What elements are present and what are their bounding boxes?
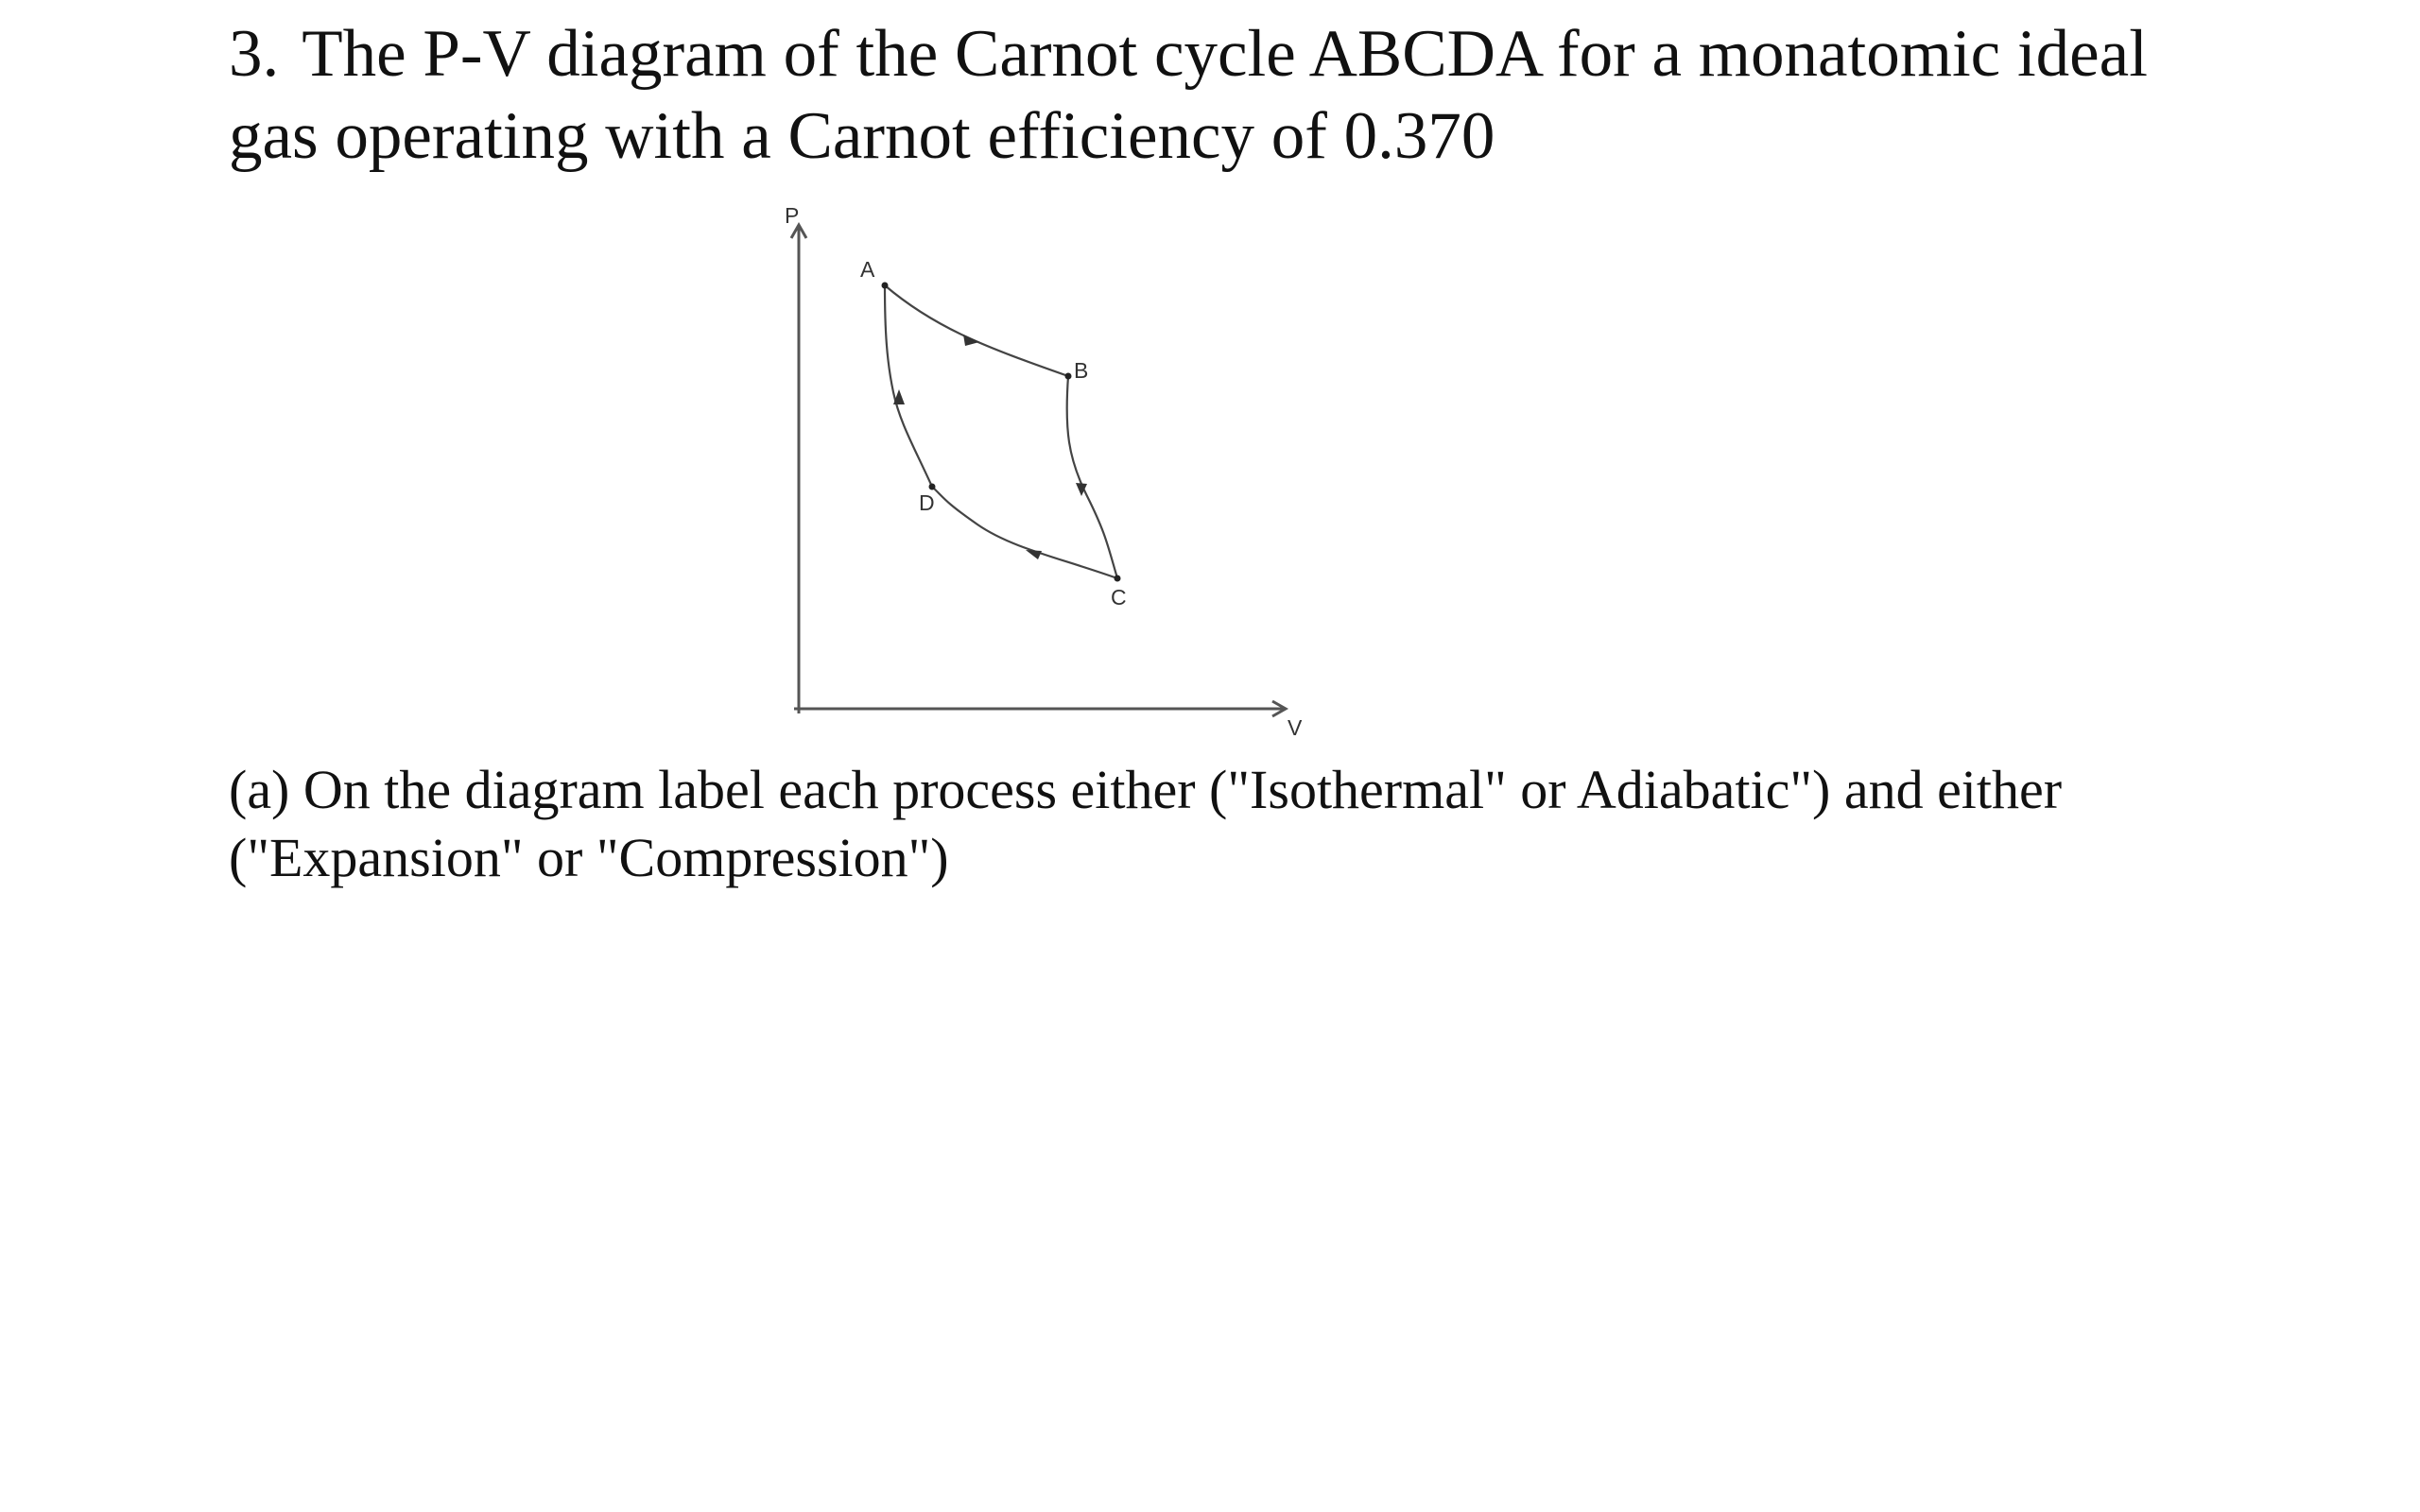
pv-diagram [775,198,1323,756]
part-a-line-1: (a) On the diagram label each process either ("Isothermal" or Adiabatic") and either [229,759,2063,820]
v-axis-label: V [1288,715,1303,740]
part-a-line-2: ("Expansion" or "Compression") [229,827,949,888]
question-number: 3. [229,17,280,91]
point-c-dot [1115,576,1121,582]
question-line-2: gas operating with a Carnot efficiency of 0.370 [229,99,1495,173]
point-b-label: B [1074,358,1089,383]
process-ab-path [885,285,1068,376]
pv-diagram-svg [775,198,1323,756]
part-a-text [229,756,2308,892]
question-line-1-text: The P-V diagram of the Carnot cycle ABCDA for a monatomic ideal [302,17,2148,91]
process-bc-path [1067,376,1117,578]
point-b-dot [1065,373,1072,380]
point-a-dot [882,283,889,289]
p-axis-label: P [785,203,800,228]
point-d-label: D [919,490,935,515]
point-a-label: A [860,257,875,282]
point-c-label: C [1111,585,1127,610]
cd-direction-arrow-icon [1026,550,1042,559]
question-text [229,13,2308,178]
question-line-1 [229,13,2308,95]
ab-direction-arrow-icon [963,335,979,346]
point-d-dot [929,484,936,490]
